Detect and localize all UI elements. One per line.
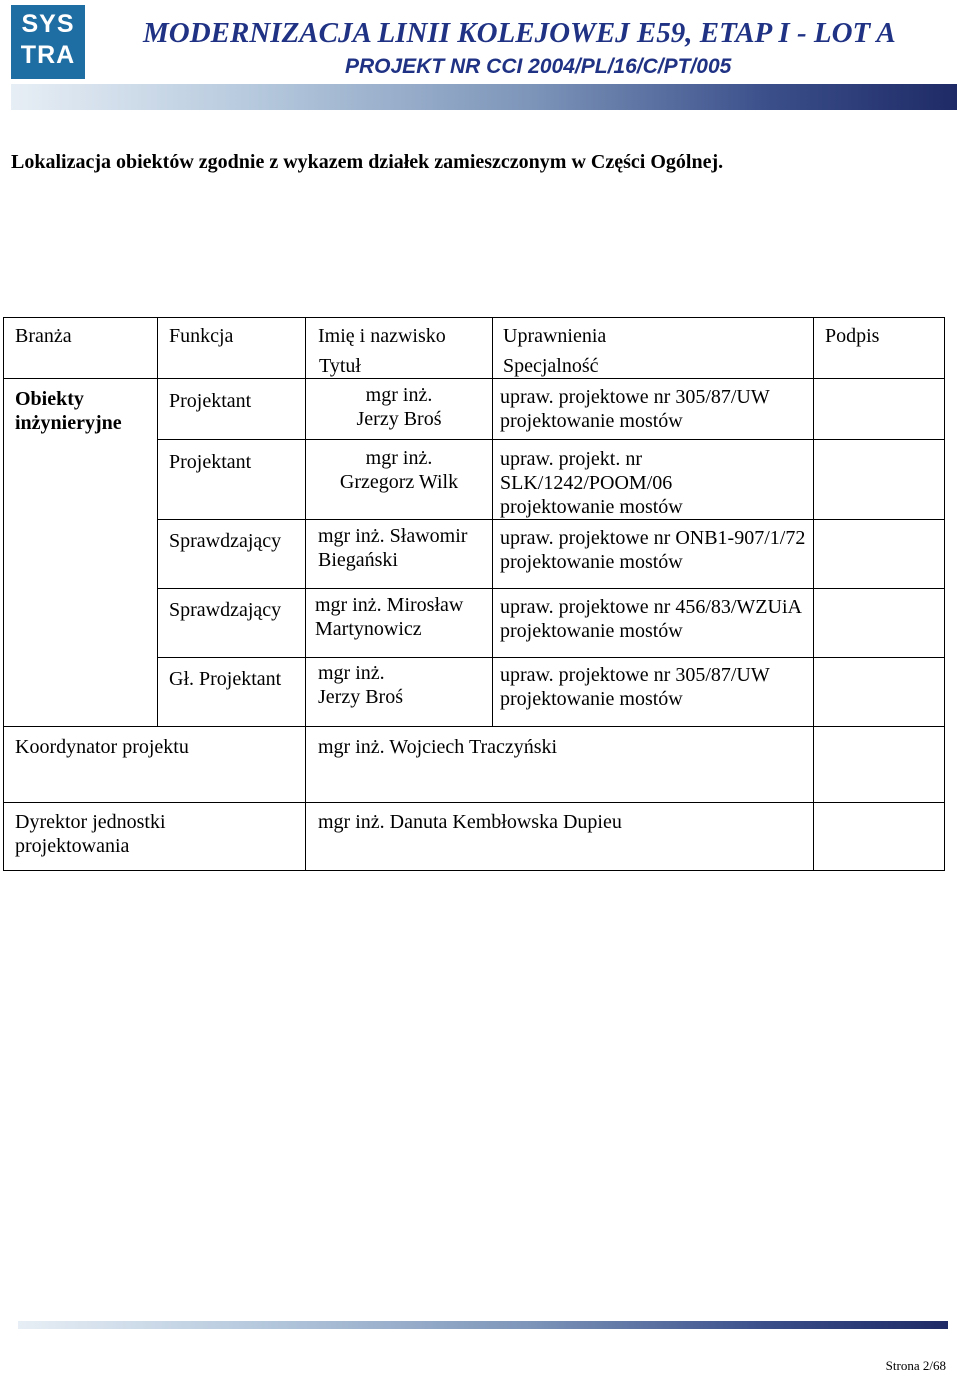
project-number: PROJEKT NR CCI 2004/PL/16/C/PT/005 [345,55,732,78]
table-header-row [4,318,945,379]
signature-cell [814,658,945,727]
signature-cell [814,727,945,803]
coordinator-label: Koordynator projektu [4,727,306,803]
document-title: MODERNIZACJA LINII KOLEJOWEJ E59, ETAP I - LOT A [143,17,896,49]
function-cell: Sprawdzający [158,589,306,658]
signature-table [3,317,945,871]
person-cell: mgr inż. Mirosław Martynowicz [306,589,493,658]
person-cell: mgr inż. Jerzy Broś [306,379,493,440]
header-title: Tytuł [319,355,361,377]
header-license-specialty [493,318,814,379]
logo-text: SYS TRA [20,10,76,69]
license-cell: upraw. projektowe nr 305/87/UW projektowanie mostów [493,658,814,727]
signature-cell [814,803,945,871]
director-row [4,803,945,871]
signature-cell [814,379,945,440]
director-label: Dyrektor jednostki projektowania [4,803,306,871]
signature-cell [814,589,945,658]
director-name: mgr inż. Danuta Kembłowska Dupieu [306,803,814,871]
license-cell: upraw. projekt. nr SLK/1242/POOM/06 projektowanie mostów [493,440,814,520]
branch-cell: Obiekty inżynieryjne [4,379,158,727]
header-license: Uprawnienia [503,325,607,347]
coordinator-row [4,727,945,803]
license-cell: upraw. projektowe nr 305/87/UW projektowanie mostów [493,379,814,440]
function-cell: Gł. Projektant [158,658,306,727]
header-specialty: Specjalność [503,355,599,377]
license-cell: upraw. projektowe nr 456/83/WZUiA projektowanie mostów [493,589,814,658]
function-cell: Projektant [158,379,306,440]
header-signature: Podpis [814,318,945,379]
page-number: Strona 2/68 [885,1358,946,1373]
table-row [4,379,945,440]
systra-logo [11,5,85,79]
signature-cell [814,440,945,520]
function-cell: Projektant [158,440,306,520]
header-name: Imię i nazwisko [318,325,446,347]
license-cell: upraw. projektowe nr ONB1-907/1/72 projektowanie mostów [493,520,814,589]
signature-cell [814,520,945,589]
person-cell: mgr inż. Sławomir Biegański [306,520,493,589]
header-gradient-bar [11,84,957,110]
person-cell: mgr inż. Grzegorz Wilk [306,440,493,520]
coordinator-name: mgr inż. Wojciech Traczyński [306,727,814,803]
function-cell: Sprawdzający [158,520,306,589]
header-function: Funkcja [158,318,306,379]
location-note: Lokalizacja obiektów zgodnie z wykazem działek zamieszczonym w Części Ogólnej. [11,151,724,173]
person-cell: mgr inż. Jerzy Broś [306,658,493,727]
header-name-title [306,318,493,379]
footer-gradient-bar [18,1321,948,1329]
header-branch: Branża [4,318,158,379]
